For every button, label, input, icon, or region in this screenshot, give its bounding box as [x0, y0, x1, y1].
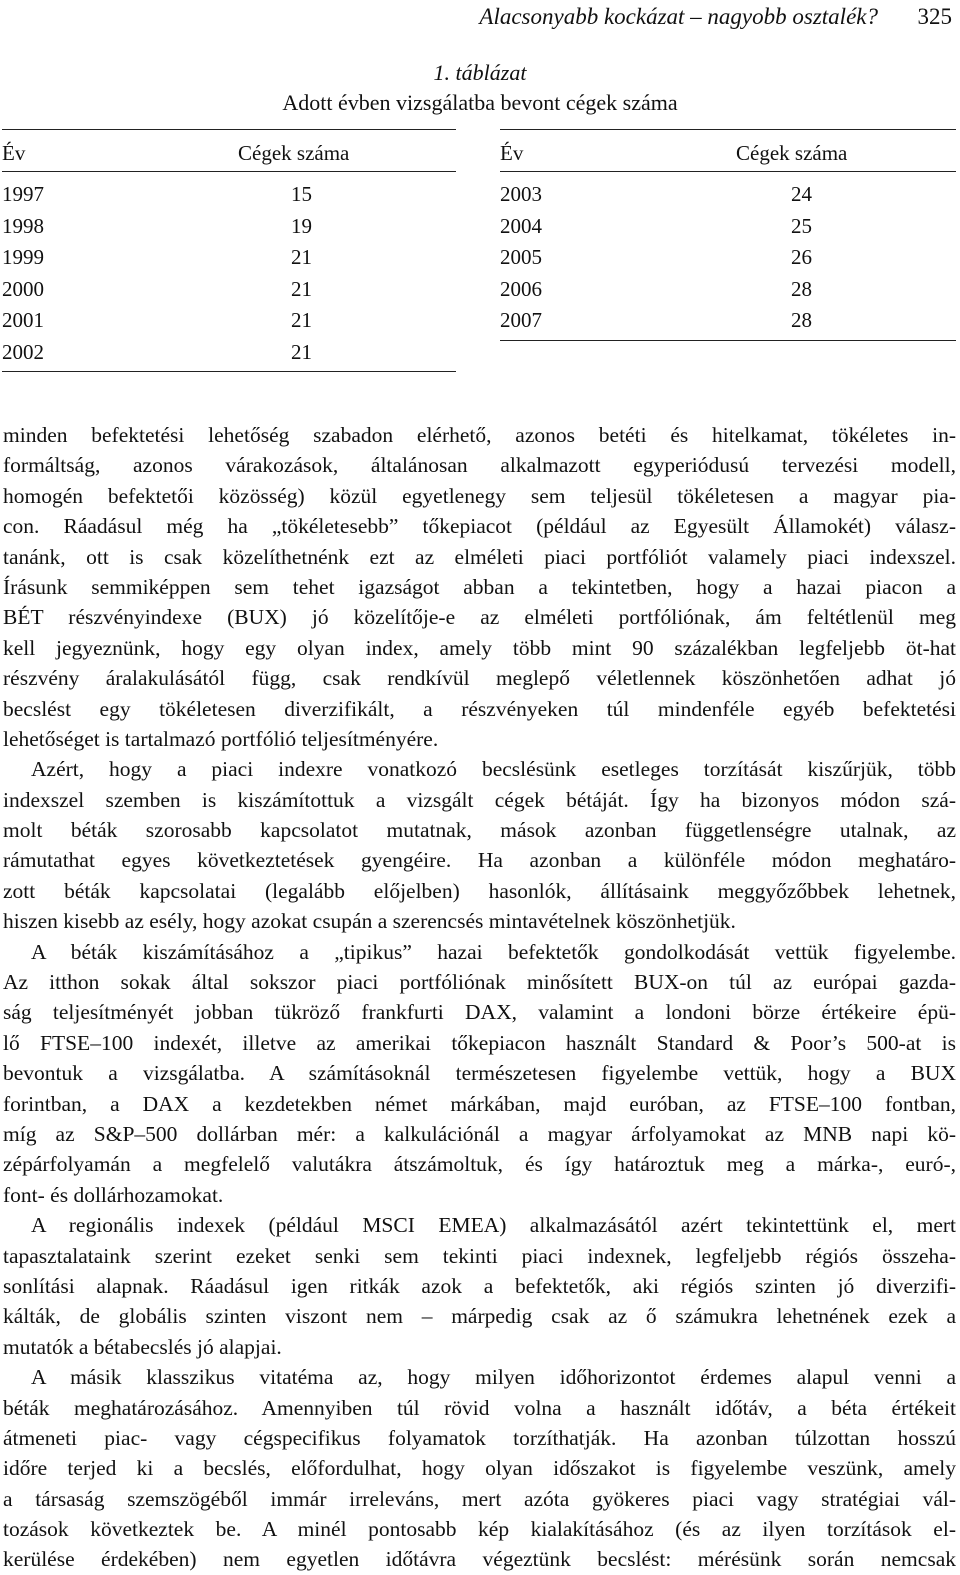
text-line: míg az S&P–500 dollárban mér: a kalkulációnál a magyar árfolyamokat az MNB napi kö- — [3, 1121, 956, 1146]
table-row-year: 2001 — [2, 308, 44, 332]
table-left-top-rule — [2, 129, 456, 130]
table-row-year: 2006 — [500, 277, 542, 301]
text-line: bevontuk a vizsgálatba. A számításoknál természetesen figyelembe vettük, hogy a BUX — [3, 1061, 956, 1086]
table-row-year: 2003 — [500, 182, 542, 206]
table-number: 1. táblázat — [433, 60, 527, 85]
table-left-header-year: Év — [2, 141, 26, 165]
text-line: BÉT részvényindexe (BUX) jó közelítője-e az elméleti portfóliónak, ám feltétlenül meg — [3, 605, 956, 630]
text-line: formáltság, azonos várakozások, általánosan alkalmazott egyperiódusú tervezési modell, — [3, 453, 956, 478]
table-row-count: 28 — [791, 277, 812, 301]
table-left-bottom-rule — [2, 371, 456, 372]
text-line: lehetőséget is tartalmazó portfólió teljesítményére. — [3, 726, 439, 751]
text-line: lő FTSE–100 indexét, illetve az amerikai tőkepiacon használt Standard & Poor’s 500-at is — [3, 1030, 956, 1055]
text-line: Az itthon sokak által sokszor piaci portfóliónak minősített BUX-on túl az európai gazda- — [3, 970, 956, 995]
table-row-year: 2004 — [500, 214, 542, 238]
table-row-year: 2000 — [2, 277, 44, 301]
text-line: A másik klasszikus vitatéma az, hogy milyen időhorizontot érdemes alapul venni a — [31, 1365, 956, 1390]
table-row-year: 2005 — [500, 245, 542, 269]
text-line: Azért, hogy a piaci indexre vonatkozó becslésünk esetleges torzítását kiszűrjük, több — [31, 757, 956, 782]
table-row-year: 1999 — [2, 245, 44, 269]
text-line: kerülése érdekében) nem egyetlen időtávra végeztünk becslést: mérésünk során nemcsak — [3, 1547, 956, 1572]
text-line: ság teljesítményét jobban tükröző frankfurti DAX, valamint a londoni börze értékeire épü- — [3, 1000, 956, 1025]
table-row-year: 2002 — [2, 340, 44, 364]
table-right-header-year: Év — [500, 141, 524, 165]
table-right-header-count: Cégek száma — [736, 141, 848, 165]
table-row-year: 1998 — [2, 214, 44, 238]
text-line: béták meghatározásához. Amennyiben túl rövid volna a használt időtáv, a béta értékeit — [3, 1395, 956, 1420]
text-line: sonlítási alapnak. Ráadásul igen ritkák azok a befektetők, aki régiós szinten jó diverzifi- — [3, 1273, 956, 1298]
text-line: forintban, a DAX a kezdetekben német márkában, majd euróban, az FTSE–100 fontban, — [3, 1091, 956, 1116]
table-left-header-rule — [2, 171, 456, 172]
text-line: rámutathat egyes következtetések gyengéire. Ha azonban a különféle módon meghatáro- — [3, 848, 956, 873]
running-head — [0, 0, 956, 34]
text-line: átmeneti piac- vagy cégspecifikus folyamatok torzíthatják. Ha azonban túlzottan hosszú — [3, 1425, 956, 1450]
table-row-count: 21 — [291, 340, 312, 364]
text-line: minden befektetési lehetőség szabadon elérhető, azonos betéti és hitelkamat, tökéletes in- — [3, 423, 956, 447]
table-row-year: 2007 — [500, 308, 542, 332]
text-line: homogén befektetői közösség) közül egyetlenegy sem teljesül tökéletesen a magyar pia- — [3, 483, 956, 508]
text-line: részvény áralakulásától függ, csak rendkívül meglepő véletlennek köszönhetően adhat jó — [3, 666, 956, 691]
text-line: tanánk, ott is csak közelíthetnénk ezt az elméleti piaci portfóliót valamely piaci indexszel. — [3, 544, 956, 569]
table-right-top-rule — [500, 129, 956, 130]
table-row-count: 21 — [291, 277, 312, 301]
running-head-title: Alacsonyabb kockázat – nagyobb osztalék? — [479, 4, 878, 29]
table-row-count: 21 — [291, 245, 312, 269]
table-row-count: 25 — [791, 214, 812, 238]
table-title: Adott évben vizsgálatba bevont cégek száma — [282, 90, 678, 115]
table-row-count: 19 — [291, 214, 312, 238]
text-line: indexszel szemben is kiszámítottuk a vizsgált cégek bétáját. Így ha bizonyos módon szá- — [3, 787, 956, 812]
text-line: kell jegyeznünk, hogy egy olyan index, amely több mint 90 százalékban legfeljebb öt-hat — [3, 635, 956, 660]
text-line: a társaság szemszögéből immár irreleváns, mert azóta gyökeres piaci vagy stratégiai vál- — [3, 1486, 956, 1511]
table-row-count: 28 — [791, 308, 812, 332]
table-row-count: 24 — [791, 182, 812, 206]
text-line: hiszen kisebb az esély, hogy azokat csupán a szerencsés mintavételnek köszönhetjük. — [3, 909, 736, 934]
body-text — [3, 420, 956, 1575]
table-row-count: 26 — [791, 245, 812, 269]
text-line: Írásunk semmiképpen sem tehet igazságot abban a tekintetben, hogy a hazai piacon a — [3, 574, 956, 599]
text-line: időre terjed ki a becslés, előfordulhat, hogy olyan időszakot is figyelembe veszünk, amely — [3, 1456, 956, 1481]
text-line: molt béták szorosabb kapcsolatot mutatnak, mások azonban függetlenségre utalnak, az — [3, 818, 956, 843]
table-row-count: 15 — [291, 182, 312, 206]
table-right-header-rule — [500, 171, 956, 172]
text-line: con. Ráadásul még ha „tökéletesebb” tőkepiacot (például az Egyesült Államokét) válasz- — [3, 514, 956, 539]
text-line: A béták kiszámításához a „tipikus” hazai befektetők gondolkodását vettük figyelembe. — [31, 939, 956, 964]
text-line: A regionális indexek (például MSCI EMEA) alkalmazásától azért tekintettünk el, mert — [31, 1213, 956, 1238]
table-row-count: 21 — [291, 308, 312, 332]
table-row-year: 1997 — [2, 182, 44, 206]
text-line: mutatók a bétabecslés jó alapjai. — [3, 1334, 282, 1359]
text-line: becslést egy tökéletesen diverzifikált, a részvényeken túl mindenféle egyéb befektetési — [3, 696, 956, 721]
table-left-header-count: Cégek száma — [238, 141, 350, 165]
text-line: font- és dollárhozamokat. — [3, 1182, 224, 1207]
text-line: tozások következtek be. A minél pontosabb kép kialakításához (és az ilyen torzítások el- — [3, 1517, 956, 1542]
text-line: zott béták kapcsolatai (legalább előjelben) hasonlók, állításaink meggyőzőbbek lehetnek, — [3, 878, 956, 903]
page-number: 325 — [917, 4, 952, 29]
text-line: kálták, de globális szinten viszont nem – márpedig csak az ő számukra lehetnének ezek a — [3, 1304, 956, 1329]
text-line: zépárfolyamán a megfelelő valutákra átszámoltuk, és így határoztuk meg a márka-, euró-, — [3, 1152, 956, 1177]
text-line: tapasztalataink szerint ezeket senki sem tekinti piaci indexnek, legfeljebb régiós összeha- — [3, 1243, 956, 1268]
table-right-bottom-rule — [500, 340, 956, 341]
